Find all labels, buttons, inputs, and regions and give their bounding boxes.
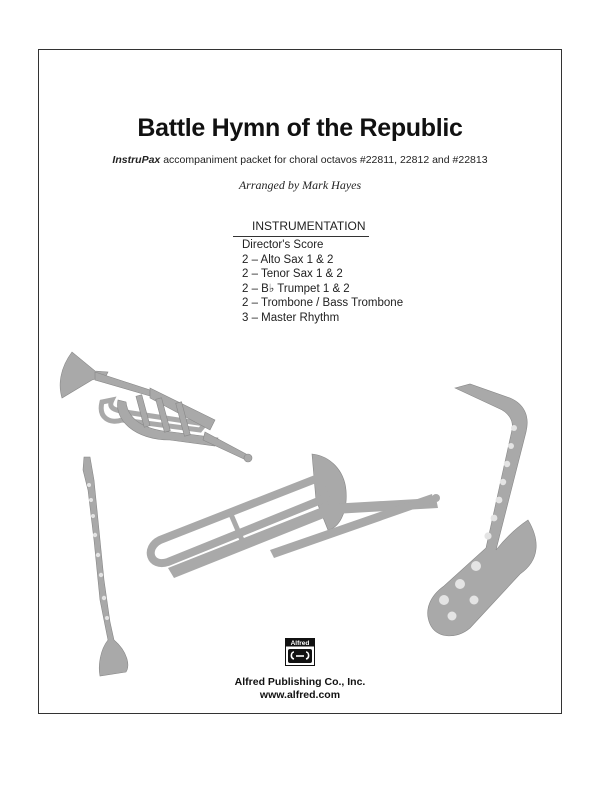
alfred-logo-text: Alfred	[290, 640, 310, 647]
arranger-credit: Arranged by Mark Hayes	[238, 178, 362, 192]
trombone-illustration	[151, 454, 440, 578]
trumpet-illustration	[60, 352, 252, 462]
instrumentation-item: 2 – B♭ Trumpet 1 & 2	[242, 282, 350, 295]
instrumentation-heading: INSTRUMENTATION	[233, 219, 369, 237]
instrumentation-item: 2 – Alto Sax 1 & 2	[242, 253, 334, 266]
instrumentation-item: Director's Score	[242, 239, 324, 251]
page-title: Battle Hymn of the Republic	[137, 114, 463, 142]
instrumentation-item: 3 – Master Rhythm	[242, 311, 340, 324]
saxophone-illustration	[428, 384, 537, 636]
instrumentation-item: 2 – Tenor Sax 1 & 2	[242, 268, 343, 280]
clarinet-illustration	[83, 457, 128, 676]
subtitle-brand: InstruPax	[112, 154, 161, 166]
instrumentation-item: 2 – Trombone / Bass Trombone	[242, 297, 404, 309]
publisher-url[interactable]: www.alfred.com	[259, 689, 341, 701]
subtitle-text: accompaniment packet for choral octavos #22811, 22812 and #22813	[160, 154, 488, 166]
alfred-logo	[285, 638, 315, 666]
publisher-name: Alfred Publishing Co., Inc.	[234, 676, 366, 688]
